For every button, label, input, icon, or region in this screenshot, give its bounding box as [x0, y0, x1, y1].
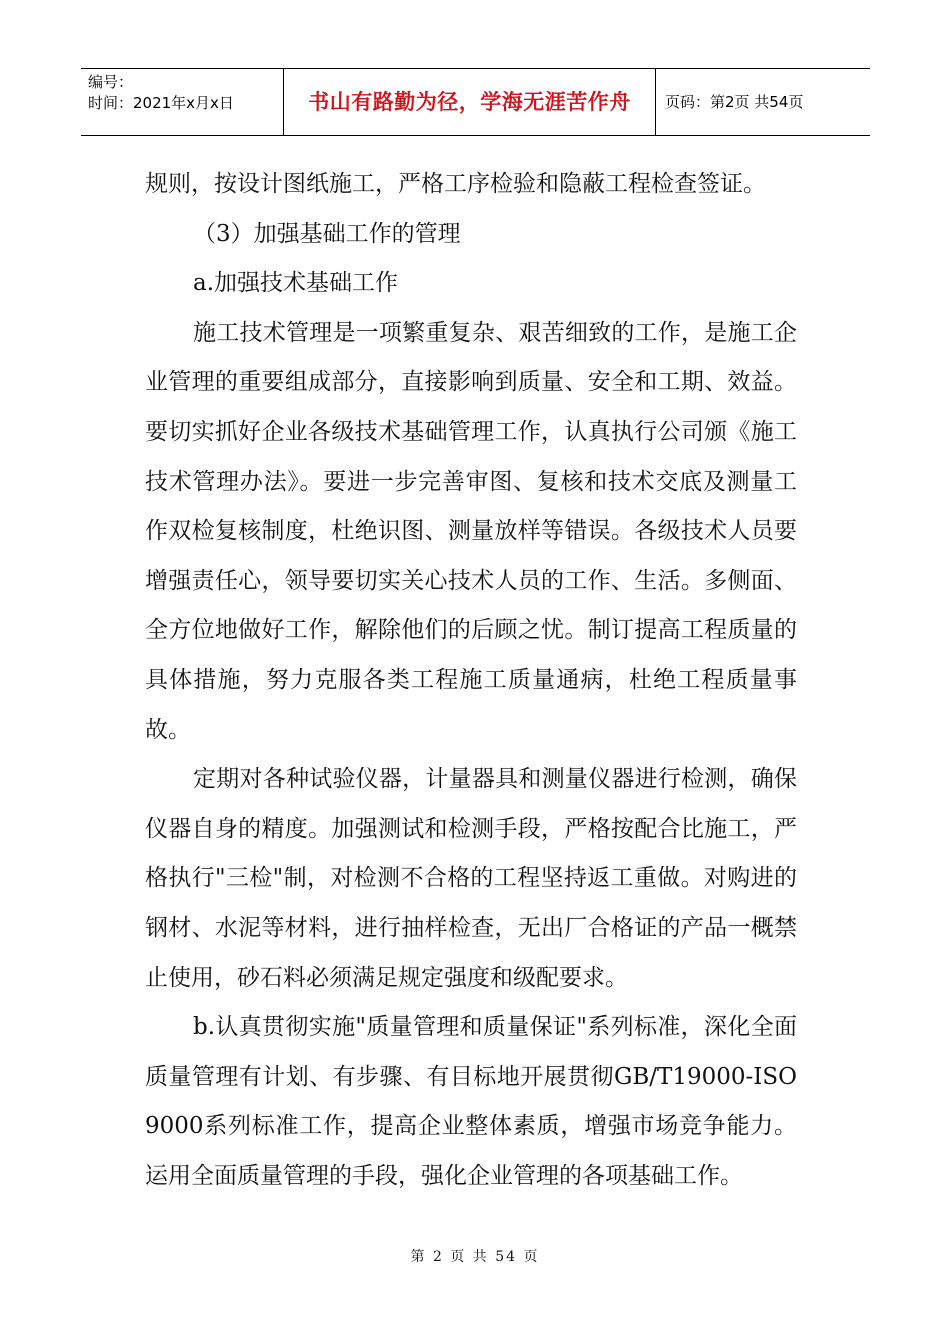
document-body: [145, 160, 797, 1201]
subsection-heading: a.加强技术基础工作: [193, 270, 399, 297]
paragraph: b.认真贯彻实施"质量管理和质量保证"系列标准，深化全面质量管理有计划、有步骤、有目标地开展贯彻GB/T19000-ISO9000系列标准工作，提高企业整体素质，增强市场竞争能力。运用全面质量管理的手段，强化企业管理的各项基础工作。: [145, 1014, 797, 1189]
page-footer: 第 2 页 共 54 页: [410, 1249, 540, 1265]
header-page-info: 页码：第2页 共54页: [665, 93, 804, 111]
paragraph: 施工技术管理是一项繁重复杂、艰苦细致的工作，是施工企业管理的重要组成部分，直接影响到质量、安全和工期、效益。要切实抓好企业各级技术基础管理工作，认真执行公司颁《施工技术管理办法》。要进一步完善审图、复核和技术交底及测量工作双检复核制度，杜绝识图、测量放样等错误。各级技术人员要增强责任心，领导要切实关心技术人员的工作、生活。多侧面、全方位地做好工作，解除他们的后顾之忧。制订提高工程质量的具体措施，努力克服各类工程施工质量通病，杜绝工程质量事故。: [145, 319, 797, 743]
page-header: [81, 68, 870, 136]
header-motto: 书山有路勤为径，学海无涯苦作舟: [284, 69, 656, 135]
document-number-label: 编号：: [88, 73, 134, 91]
document-time: 时间：2021年x月x日: [88, 94, 234, 112]
header-meta: [81, 69, 284, 135]
section-heading: （3）加强基础工作的管理: [193, 220, 461, 247]
paragraph: 定期对各种试验仪器，计量器具和测量仪器进行检测，确保仪器自身的精度。加强测试和检测手段，严格按配合比施工，严格执行"三检"制，对检测不合格的工程坚持返工重做。对购进的钢材、水泥等材料，进行抽样检查，无出厂合格证的产品一概禁止使用，砂石料必须满足规定强度和级配要求。: [145, 766, 797, 991]
paragraph-continuation: 规则，按设计图纸施工，严格工序检验和隐蔽工程检查签证。: [145, 171, 766, 197]
